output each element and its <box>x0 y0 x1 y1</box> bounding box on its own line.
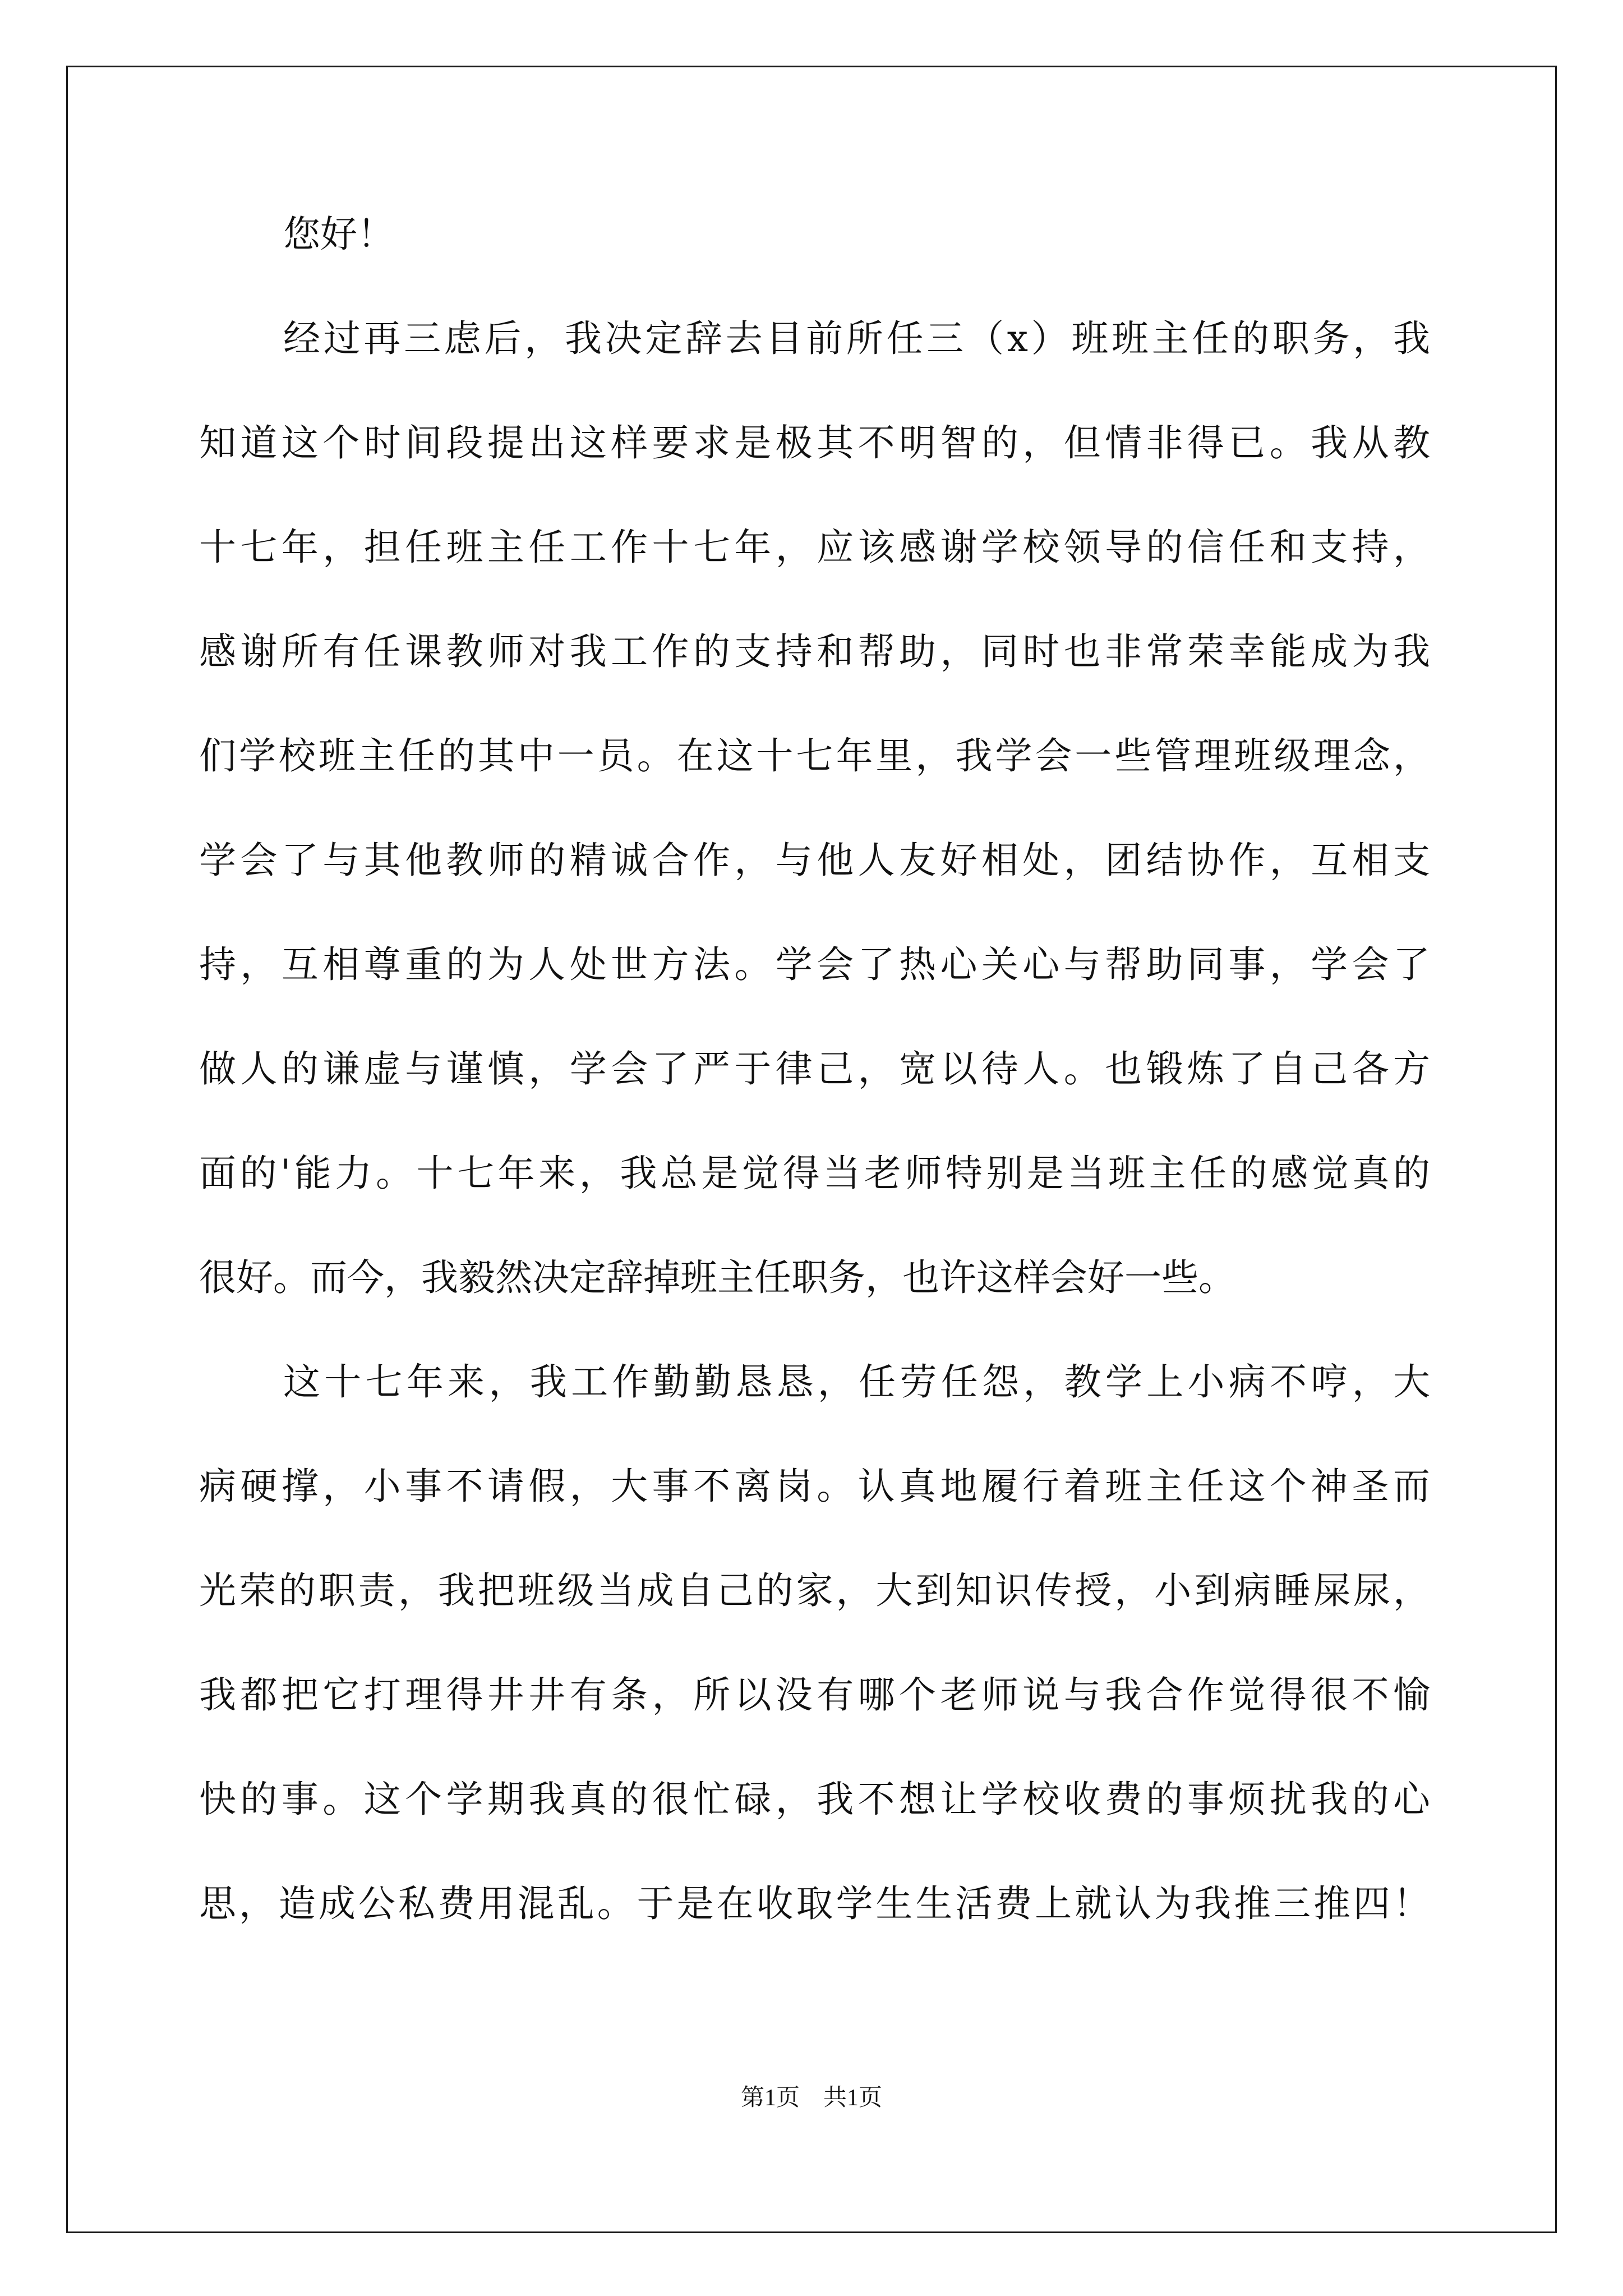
text-line: 面的'能力。十七年来，我总是觉得当老师特别是当班主任的感觉真的 <box>199 1152 1430 1195</box>
text-line: 感谢所有任课教师对我工作的支持和帮助，同时也非常荣幸能成为我 <box>199 630 1430 673</box>
letter-body <box>199 213 1430 1990</box>
text-line: 知道这个时间段提出这样要求是极其不明智的，但情非得已。我从教 <box>199 421 1430 464</box>
text-line: 思，造成公私费用混乱。于是在收取学生生活费上就认为我推三推四！ <box>199 1882 1430 1925</box>
text-line: 做人的谦虚与谨慎，学会了严于律己，宽以待人。也锻炼了自己各方 <box>199 1047 1430 1091</box>
text-line: 十七年，担任班主任工作十七年，应该感谢学校领导的信任和支持， <box>199 526 1430 569</box>
greeting-line: 您好！ <box>283 213 394 256</box>
text-line: 经过再三虑后，我决定辞去目前所任三（x）班班主任的职务，我 <box>283 317 1430 360</box>
text-line: 病硬撑，小事不请假，大事不离岗。认真地履行着班主任这个神圣而 <box>199 1465 1430 1508</box>
text-line: 我都把它打理得井井有条，所以没有哪个老师说与我合作觉得很不愉 <box>199 1673 1430 1717</box>
text-line: 学会了与其他教师的精诚合作，与他人友好相处，团结协作，互相支 <box>199 839 1430 882</box>
text-line: 很好。而今，我毅然决定辞掉班主任职务，也许这样会好一些。 <box>199 1256 1235 1299</box>
text-line: 们学校班主任的其中一员。在这十七年里，我学会一些管理班级理念， <box>199 734 1430 777</box>
text-line: 光荣的职责，我把班级当成自己的家，大到知识传授，小到病睡屎尿， <box>199 1569 1430 1612</box>
text-line: 快的事。这个学期我真的很忙碌，我不想让学校收费的事烦扰我的心 <box>199 1778 1430 1821</box>
text-line: 这十七年来，我工作勤勤恳恳，任劳任怨，教学上小病不哼，大 <box>283 1360 1430 1404</box>
page-number-footer: 第1页 共1页 <box>740 2085 882 2111</box>
text-line: 持，互相尊重的为人处世方法。学会了热心关心与帮助同事，学会了 <box>199 943 1430 986</box>
